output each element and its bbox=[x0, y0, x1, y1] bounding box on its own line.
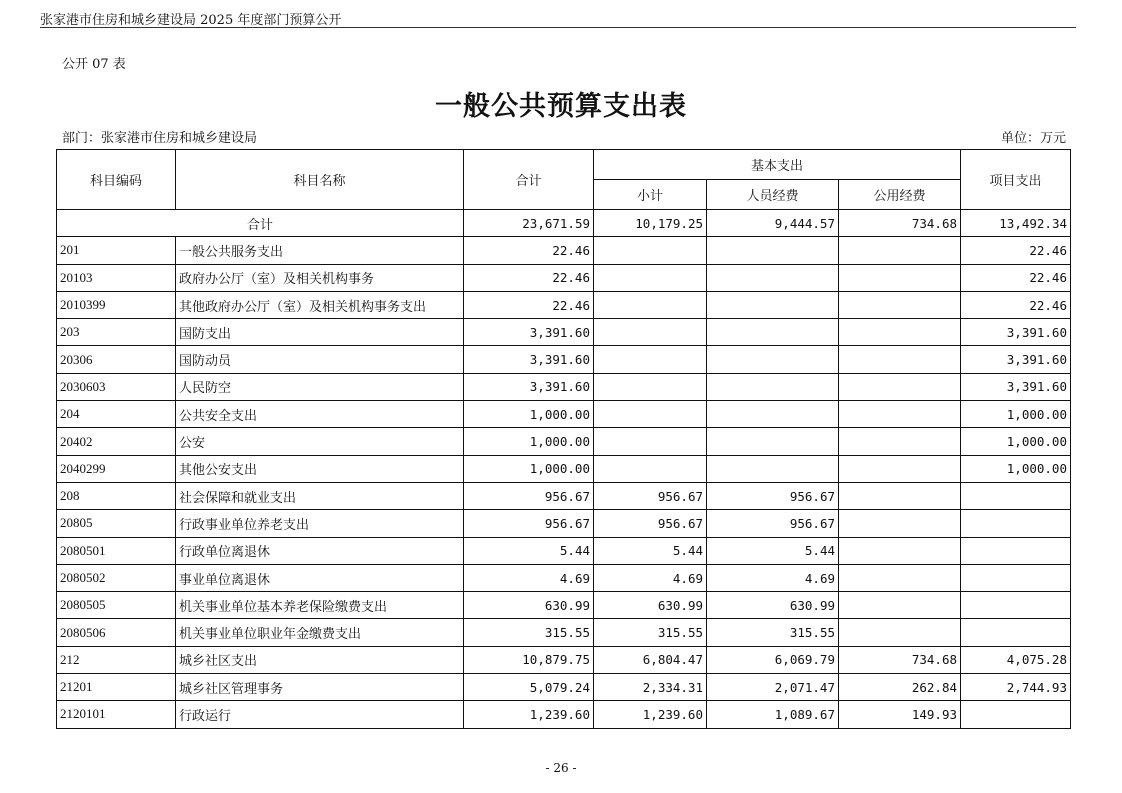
table-row bbox=[57, 537, 1071, 564]
row-personnel: 956.67 bbox=[707, 510, 839, 537]
row-subtotal bbox=[594, 373, 707, 400]
row-personnel: 6,069.79 bbox=[707, 646, 839, 673]
header-personnel: 人员经费 bbox=[707, 180, 839, 210]
page-number: - 26 - bbox=[545, 761, 577, 775]
row-public bbox=[839, 564, 961, 591]
row-personnel: 956.67 bbox=[707, 482, 839, 509]
row-project: 22.46 bbox=[961, 291, 1071, 318]
row-subtotal: 1,239.60 bbox=[594, 701, 707, 728]
row-code: 204 bbox=[57, 401, 176, 428]
row-subtotal bbox=[594, 346, 707, 373]
total-subtotal: 10,179.25 bbox=[594, 210, 707, 237]
row-name: 事业单位离退休 bbox=[176, 564, 464, 591]
row-name: 公共安全支出 bbox=[176, 401, 464, 428]
row-subtotal bbox=[594, 401, 707, 428]
header-code: 科目编码 bbox=[57, 150, 176, 210]
row-project: 1,000.00 bbox=[961, 401, 1071, 428]
row-project: 22.46 bbox=[961, 264, 1071, 291]
row-subtotal bbox=[594, 319, 707, 346]
row-total: 1,000.00 bbox=[464, 428, 594, 455]
row-public bbox=[839, 428, 961, 455]
row-total: 3,391.60 bbox=[464, 373, 594, 400]
total-row bbox=[57, 210, 1071, 237]
row-total: 4.69 bbox=[464, 564, 594, 591]
row-project bbox=[961, 482, 1071, 509]
row-name: 一般公共服务支出 bbox=[176, 237, 464, 264]
row-total: 5,079.24 bbox=[464, 674, 594, 701]
row-code: 2120101 bbox=[57, 701, 176, 728]
table-row bbox=[57, 619, 1071, 646]
row-subtotal: 6,804.47 bbox=[594, 646, 707, 673]
header-basic: 基本支出 bbox=[594, 150, 961, 180]
row-personnel: 1,089.67 bbox=[707, 701, 839, 728]
row-personnel bbox=[707, 455, 839, 482]
row-total: 5.44 bbox=[464, 537, 594, 564]
row-code: 20805 bbox=[57, 510, 176, 537]
table-row bbox=[57, 564, 1071, 591]
row-personnel bbox=[707, 428, 839, 455]
row-name: 公安 bbox=[176, 428, 464, 455]
row-name: 行政事业单位养老支出 bbox=[176, 510, 464, 537]
row-public bbox=[839, 455, 961, 482]
row-code: 201 bbox=[57, 237, 176, 264]
row-code: 20402 bbox=[57, 428, 176, 455]
row-total: 22.46 bbox=[464, 264, 594, 291]
header-subtotal: 小计 bbox=[594, 180, 707, 210]
row-subtotal: 2,334.31 bbox=[594, 674, 707, 701]
row-project bbox=[961, 592, 1071, 619]
row-name: 人民防空 bbox=[176, 373, 464, 400]
table-row bbox=[57, 264, 1071, 291]
row-subtotal: 4.69 bbox=[594, 564, 707, 591]
row-project bbox=[961, 537, 1071, 564]
row-public: 262.84 bbox=[839, 674, 961, 701]
row-project bbox=[961, 510, 1071, 537]
row-project: 3,391.60 bbox=[961, 346, 1071, 373]
row-name: 行政运行 bbox=[176, 701, 464, 728]
row-code: 2080505 bbox=[57, 592, 176, 619]
total-project: 13,492.34 bbox=[961, 210, 1071, 237]
row-name: 社会保障和就业支出 bbox=[176, 482, 464, 509]
row-total: 956.67 bbox=[464, 510, 594, 537]
row-public bbox=[839, 237, 961, 264]
row-code: 2040299 bbox=[57, 455, 176, 482]
row-subtotal bbox=[594, 264, 707, 291]
row-code: 2010399 bbox=[57, 291, 176, 318]
table-row bbox=[57, 373, 1071, 400]
row-subtotal: 630.99 bbox=[594, 592, 707, 619]
row-total: 3,391.60 bbox=[464, 319, 594, 346]
row-code: 2080506 bbox=[57, 619, 176, 646]
row-subtotal bbox=[594, 237, 707, 264]
row-public bbox=[839, 291, 961, 318]
row-total: 1,000.00 bbox=[464, 455, 594, 482]
row-project bbox=[961, 564, 1071, 591]
row-name: 城乡社区管理事务 bbox=[176, 674, 464, 701]
total-amount: 23,671.59 bbox=[464, 210, 594, 237]
row-total: 315.55 bbox=[464, 619, 594, 646]
header-project: 项目支出 bbox=[961, 150, 1071, 210]
row-code: 203 bbox=[57, 319, 176, 346]
header-public: 公用经费 bbox=[839, 180, 961, 210]
row-public bbox=[839, 401, 961, 428]
row-code: 208 bbox=[57, 482, 176, 509]
row-personnel bbox=[707, 264, 839, 291]
row-code: 2080502 bbox=[57, 564, 176, 591]
row-personnel bbox=[707, 346, 839, 373]
row-personnel: 2,071.47 bbox=[707, 674, 839, 701]
budget-table bbox=[56, 149, 1071, 729]
table-row bbox=[57, 674, 1071, 701]
total-personnel: 9,444.57 bbox=[707, 210, 839, 237]
row-project: 3,391.60 bbox=[961, 373, 1071, 400]
table-row bbox=[57, 401, 1071, 428]
page-header: 张家港市住房和城乡建设局 2025 年度部门预算公开 bbox=[40, 13, 342, 28]
form-number: 公开 07 表 bbox=[62, 57, 126, 72]
row-public bbox=[839, 346, 961, 373]
department-label: 部门：张家港市住房和城乡建设局 bbox=[62, 131, 258, 146]
row-subtotal bbox=[594, 428, 707, 455]
row-project: 3,391.60 bbox=[961, 319, 1071, 346]
row-subtotal: 956.67 bbox=[594, 510, 707, 537]
header-divider bbox=[40, 27, 1076, 28]
row-total: 22.46 bbox=[464, 237, 594, 264]
table-row bbox=[57, 428, 1071, 455]
row-total: 956.67 bbox=[464, 482, 594, 509]
row-personnel: 630.99 bbox=[707, 592, 839, 619]
row-public bbox=[839, 537, 961, 564]
row-public bbox=[839, 264, 961, 291]
row-public: 149.93 bbox=[839, 701, 961, 728]
row-name: 城乡社区支出 bbox=[176, 646, 464, 673]
row-personnel: 4.69 bbox=[707, 564, 839, 591]
row-code: 2030603 bbox=[57, 373, 176, 400]
row-total: 10,879.75 bbox=[464, 646, 594, 673]
row-name: 行政单位离退休 bbox=[176, 537, 464, 564]
row-code: 212 bbox=[57, 646, 176, 673]
row-subtotal: 5.44 bbox=[594, 537, 707, 564]
row-project: 22.46 bbox=[961, 237, 1071, 264]
row-project: 1,000.00 bbox=[961, 455, 1071, 482]
row-code: 20103 bbox=[57, 264, 176, 291]
row-public bbox=[839, 592, 961, 619]
row-name: 机关事业单位职业年金缴费支出 bbox=[176, 619, 464, 646]
page-title: 一般公共预算支出表 bbox=[435, 91, 687, 122]
row-total: 1,000.00 bbox=[464, 401, 594, 428]
table-row bbox=[57, 319, 1071, 346]
header-total: 合计 bbox=[464, 150, 594, 210]
row-code: 2080501 bbox=[57, 537, 176, 564]
row-public bbox=[839, 482, 961, 509]
row-personnel: 5.44 bbox=[707, 537, 839, 564]
row-subtotal bbox=[594, 455, 707, 482]
row-name: 国防支出 bbox=[176, 319, 464, 346]
row-name: 其他政府办公厅（室）及相关机构事务支出 bbox=[176, 291, 464, 318]
row-name: 国防动员 bbox=[176, 346, 464, 373]
table-row bbox=[57, 592, 1071, 619]
row-personnel bbox=[707, 319, 839, 346]
row-personnel bbox=[707, 401, 839, 428]
row-public bbox=[839, 373, 961, 400]
total-label: 合计 bbox=[57, 210, 464, 237]
row-total: 630.99 bbox=[464, 592, 594, 619]
row-total: 1,239.60 bbox=[464, 701, 594, 728]
row-project bbox=[961, 619, 1071, 646]
row-public bbox=[839, 319, 961, 346]
row-public bbox=[839, 619, 961, 646]
row-name: 机关事业单位基本养老保险缴费支出 bbox=[176, 592, 464, 619]
row-subtotal bbox=[594, 291, 707, 318]
table-row bbox=[57, 482, 1071, 509]
table-row bbox=[57, 237, 1071, 264]
table-row bbox=[57, 291, 1071, 318]
row-project: 1,000.00 bbox=[961, 428, 1071, 455]
table-row bbox=[57, 455, 1071, 482]
row-public bbox=[839, 510, 961, 537]
row-project: 4,075.28 bbox=[961, 646, 1071, 673]
row-total: 22.46 bbox=[464, 291, 594, 318]
table-row bbox=[57, 346, 1071, 373]
row-name: 其他公安支出 bbox=[176, 455, 464, 482]
total-public: 734.68 bbox=[839, 210, 961, 237]
row-public: 734.68 bbox=[839, 646, 961, 673]
row-code: 21201 bbox=[57, 674, 176, 701]
table-row bbox=[57, 510, 1071, 537]
header-name: 科目名称 bbox=[176, 150, 464, 210]
row-subtotal: 956.67 bbox=[594, 482, 707, 509]
table-row bbox=[57, 646, 1071, 673]
row-name: 政府办公厅（室）及相关机构事务 bbox=[176, 264, 464, 291]
row-subtotal: 315.55 bbox=[594, 619, 707, 646]
unit-label: 单位：万元 bbox=[1000, 131, 1066, 146]
row-total: 3,391.60 bbox=[464, 346, 594, 373]
row-personnel bbox=[707, 291, 839, 318]
row-project bbox=[961, 701, 1071, 728]
row-personnel bbox=[707, 373, 839, 400]
row-personnel: 315.55 bbox=[707, 619, 839, 646]
row-project: 2,744.93 bbox=[961, 674, 1071, 701]
row-code: 20306 bbox=[57, 346, 176, 373]
row-personnel bbox=[707, 237, 839, 264]
table-row bbox=[57, 701, 1071, 728]
